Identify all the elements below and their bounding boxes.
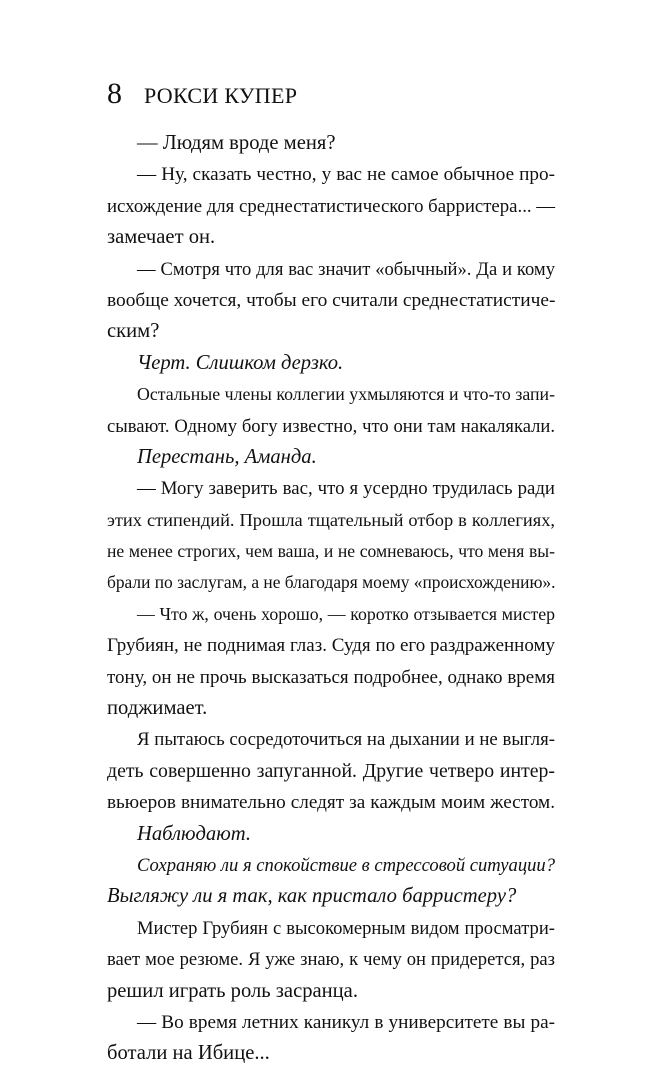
text-line: Перестань, Аманда. xyxy=(137,445,317,468)
text-line: решил играть роль засранца. xyxy=(107,979,358,1002)
text-line: этих стипендий. Прошла тщательный отбор в коллегиях, xyxy=(107,509,555,530)
text-line: сывают. Одному богу известно, что они там накалякали. xyxy=(107,415,555,437)
text-line: ботали на Ибице... xyxy=(107,1042,270,1065)
text-line: ским? xyxy=(107,320,160,343)
page-number: 8 xyxy=(107,77,122,110)
text-line: Черт. Слишком дерзко. xyxy=(137,351,344,374)
text-line: — Могу заверить вас, что я усердно трудилась ради xyxy=(137,478,555,500)
text-line: поджимает. xyxy=(107,697,208,720)
text-line: исхождение для среднестатистического барристера... — xyxy=(107,195,556,217)
text-line: замечает он. xyxy=(107,226,216,249)
text-line: Сохраняю ли я спокойствие в стрессовой ситуации? xyxy=(137,854,556,876)
text-line: вает мое резюме. Я уже знаю, к чему он придерется, раз xyxy=(107,949,555,971)
text-line: тону, он не прочь высказаться подробнее, однако время xyxy=(107,666,555,688)
text-line: Остальные члены коллегии ухмыляются и что-то запи- xyxy=(137,384,555,405)
text-line: вьюеров внимательно следят за каждым моим жестом. xyxy=(107,792,555,814)
running-header xyxy=(107,79,297,115)
text-line: — Ну, сказать честно, у вас не самое обычное про- xyxy=(137,164,555,186)
text-line: — Что ж, очень хорошо, — коротко отзывается мистер xyxy=(137,603,555,624)
author-name: РОКСИ КУПЕР xyxy=(144,83,298,108)
text-line: не менее строгих, чем ваша, и не сомневаюсь, что меня вы- xyxy=(107,541,555,562)
text-line: Мистер Грубиян с высокомерным видом просматри- xyxy=(137,917,555,939)
text-line: Я пытаюсь сосредоточиться на дыхании и не выгля- xyxy=(137,729,555,751)
text-line: Выгляжу ли я так, как пристало барристеру? xyxy=(107,885,517,908)
text-line: вообще хочется, чтобы его считали среднестатистиче- xyxy=(107,289,556,311)
text-line: Грубиян, не поднимая глаз. Судя по его раздраженному xyxy=(107,635,555,657)
text-line: — Людям вроде меня? xyxy=(137,132,336,154)
body-text xyxy=(107,128,555,1070)
text-line: брали по заслугам, а не благодаря моему «происхождению». xyxy=(107,572,556,593)
text-line: — Смотря что для вас значит «обычный». Да и кому xyxy=(137,258,555,280)
text-line: деть совершенно запуганной. Другие четверо интер- xyxy=(107,759,555,782)
text-line: Наблюдают. xyxy=(137,822,252,845)
text-line: — Во время летних каникул в университете вы ра- xyxy=(137,1011,555,1033)
